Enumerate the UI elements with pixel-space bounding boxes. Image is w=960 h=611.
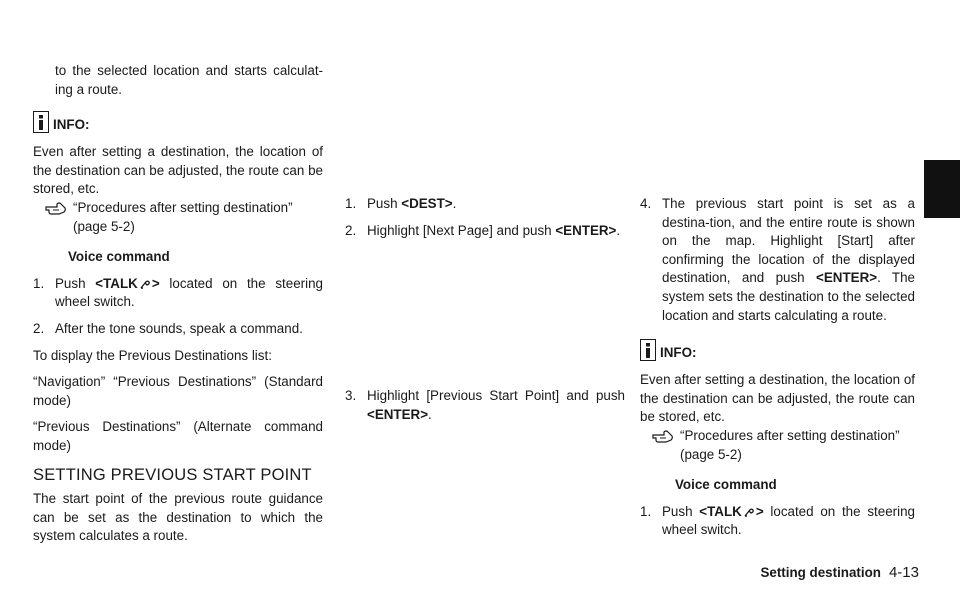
step-4 xyxy=(640,195,915,325)
step-1 xyxy=(345,195,625,214)
voice-command-heading: Voice command xyxy=(675,477,777,493)
step-text-rest: located on the steering wheel switch. xyxy=(662,503,915,538)
reference-link[interactable] xyxy=(640,427,915,446)
middle-column xyxy=(345,195,625,424)
reference-page: (page 5-2) xyxy=(680,446,742,462)
right-column xyxy=(640,195,915,540)
pointing-hand-icon xyxy=(652,429,674,443)
step-number: 1. xyxy=(345,196,357,211)
step-number: 1. xyxy=(640,503,652,519)
reference-text: “Procedures after setting destination” xyxy=(680,427,900,443)
step-text: Push xyxy=(55,275,86,291)
voice-step-1 xyxy=(33,275,323,312)
step-text: Highlight [Previous Start Point] and push xyxy=(367,388,625,404)
step-punct: . xyxy=(616,222,621,238)
pointing-hand-icon xyxy=(45,201,67,215)
step-text-rest: . The system sets the destination to the selected location and starts calculating a route. xyxy=(662,270,915,323)
voice-command-heading: Voice command xyxy=(68,249,170,265)
step-number: 3. xyxy=(345,388,357,404)
enter-key-label: <ENTER> xyxy=(816,270,878,286)
step-number: 2. xyxy=(345,222,357,238)
step-number: 1. xyxy=(33,275,45,291)
chapter-tab xyxy=(924,160,960,218)
voice-step-1 xyxy=(640,503,915,540)
section-text: The start point of the previous route guidance can be set as the destination to which the system calculates a route. xyxy=(33,491,323,544)
step-text-rest: located on the steering wheel switch. xyxy=(55,275,323,310)
enter-key-label: <ENTER> xyxy=(367,406,429,422)
talk-button-label: <TALK > xyxy=(699,503,764,519)
info-text: Even after setting a destination, the location of the destination can be adjusted, the route can be stored, etc. xyxy=(640,372,915,425)
navigation-command: “Navigation” “Previous Destinations” (Standard mode) xyxy=(33,374,323,408)
step-text: Push xyxy=(662,503,693,519)
left-column xyxy=(33,62,323,546)
previous-command: “Previous Destinations” (Alternate command mode) xyxy=(33,419,323,453)
step-punct: . xyxy=(428,406,432,422)
info-text: Even after setting a destination, the location of the destination can be adjusted, the route can be stored, etc. xyxy=(33,144,323,197)
voice-talk-icon xyxy=(139,278,151,290)
info-icon xyxy=(33,111,49,133)
info-header xyxy=(33,111,323,133)
dest-key-label: <DEST> xyxy=(401,196,453,211)
step-text: Highlight [Next Page] and push xyxy=(367,222,552,238)
footer-section-title: Setting destination xyxy=(760,565,881,580)
step-2 xyxy=(345,222,625,241)
info-icon xyxy=(640,339,656,361)
step-punct: . xyxy=(452,196,457,211)
display-prev-text: To display the Previous Destinations list: xyxy=(33,347,272,363)
page-number: 4-13 xyxy=(888,564,919,581)
talk-button-label: <TALK > xyxy=(95,275,160,291)
step-text: Push xyxy=(367,196,398,211)
step-text: After the tone sounds, speak a command. xyxy=(55,320,303,336)
reference-page: (page 5-2) xyxy=(73,218,135,234)
page-footer xyxy=(760,564,919,583)
voice-step-2 xyxy=(33,320,323,339)
step-text: The previous start point is set as a destina-tion, and the entire route is shown on the map. Highlight [Start] after confirming the location of the displayed destination, and push xyxy=(662,196,915,286)
info-label: INFO: xyxy=(53,117,90,133)
voice-talk-icon xyxy=(743,506,755,518)
info-header xyxy=(640,339,915,361)
step-number: 2. xyxy=(33,320,45,336)
continuation-text: to the selected location and starts calculat-ing a route. xyxy=(55,63,323,97)
step-3 xyxy=(345,387,625,424)
reference-text: “Procedures after setting destination” xyxy=(73,199,293,215)
step-number: 4. xyxy=(640,196,652,211)
section-heading: SETTING PREVIOUS START POINT xyxy=(33,465,312,484)
info-label: INFO: xyxy=(660,345,697,361)
reference-link[interactable] xyxy=(33,199,323,218)
enter-key-label: <ENTER> xyxy=(555,222,617,238)
